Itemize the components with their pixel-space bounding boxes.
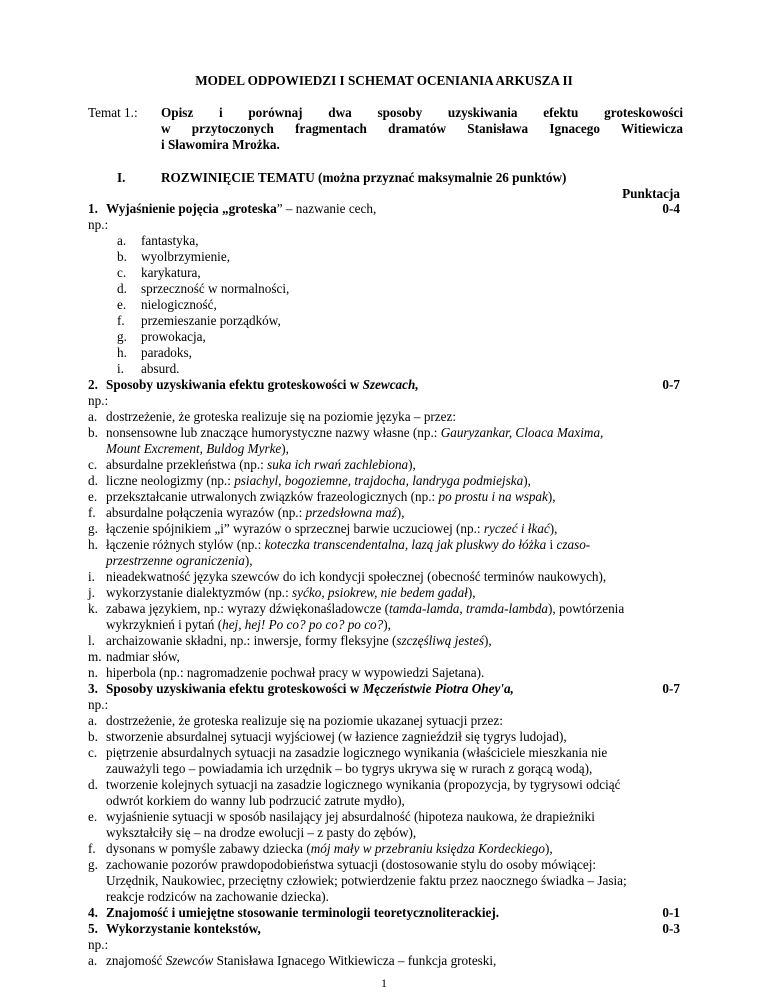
page-number: 1 — [381, 976, 387, 990]
list-label: g. — [88, 857, 98, 872]
item-number: 4. — [88, 905, 98, 920]
list-item: nadmiar słów, — [106, 649, 180, 664]
item-points: 0-1 — [662, 905, 680, 920]
list-label: g. — [88, 521, 98, 536]
list-item-continuation: odwrót korkiem do wanny lub podrzucić zatrute mydło), — [106, 793, 405, 808]
list-label: f. — [117, 313, 125, 328]
list-item-continuation: wykształciły się – na drodze ewolucji – z pasty do zębów), — [106, 825, 417, 840]
np-label: np.: — [88, 937, 109, 952]
list-label: f. — [88, 841, 96, 856]
list-item: wykorzystanie dialektyzmów (np.: syćko, psiokrew, nie bedem gadał), — [106, 585, 476, 600]
list-label: c. — [88, 745, 98, 760]
list-item: hiperbola (np.: nagromadzenie pochwał pracy w wypowiedzi Sajetana). — [106, 665, 485, 680]
list-item: stworzenie absurdalnej sytuacji wyjściowej (w łazience zagnieździł się tygrys ludojad), — [106, 729, 567, 744]
scoring-header: Punktacja — [622, 186, 680, 201]
list-label: d. — [88, 777, 98, 792]
list-item: absurd. — [141, 361, 180, 376]
item-points: 0-7 — [662, 377, 680, 392]
list-label: a. — [88, 409, 98, 424]
list-label: d. — [117, 281, 127, 296]
list-label: i. — [88, 569, 95, 584]
list-item: zabawa językiem, np.: wyrazy dźwiękonaśladowcze (tamda-lamda, tramda-lambda), powtórzenia — [106, 601, 625, 616]
list-item-continuation: przestrzenne ograniczenia), — [106, 553, 253, 568]
list-label: b. — [88, 425, 98, 440]
list-item-continuation: reakcje rodziców na zachowanie dziecka). — [106, 889, 329, 904]
list-label: a. — [88, 713, 98, 728]
list-label: h. — [117, 345, 127, 360]
np-label: np.: — [88, 393, 109, 408]
list-label: m. — [88, 649, 102, 664]
list-item: absurdalne przekleństwa (np.: suka ich rwań zachlebiona), — [106, 457, 416, 472]
list-item: wyjaśnienie sytuacji w sposób nasilający jej absurdalność (hipoteza naukowa, że drapieżniki — [106, 809, 595, 824]
list-item: sprzeczność w normalności, — [141, 281, 290, 296]
list-label: i. — [117, 361, 124, 376]
list-item: nielogiczność, — [141, 297, 217, 312]
list-label: n. — [88, 665, 98, 680]
item-heading: Wyjaśnienie pojęcia „groteska” – nazwanie cech, — [106, 201, 377, 216]
list-item-continuation: wykrzyknień i pytań (hej, hej! Po co? po co? po co?), — [106, 617, 391, 632]
list-label: g. — [117, 329, 127, 344]
list-item: nonsensowne lub znaczące humorystyczne nazwy własne (np.: Gauryzankar, Cloaca Maxima, — [106, 425, 604, 440]
list-item: tworzenie kolejnych sytuacji na zasadzie logicznego wynikania (propozycja, by tygrysowi odciąć — [106, 777, 621, 792]
list-item: przemieszanie porządków, — [141, 313, 281, 328]
list-label: k. — [88, 601, 98, 616]
list-label: c. — [117, 265, 127, 280]
list-item: fantastyka, — [141, 233, 199, 248]
list-item: wyolbrzymienie, — [141, 249, 230, 264]
list-label: h. — [88, 537, 98, 552]
list-item: dysonans w pomyśle zabawy dziecka (mój mały w przebraniu księdza Kordeckiego), — [106, 841, 553, 856]
list-item: piętrzenie absurdalnych sytuacji na zasadzie logicznego wynikania (właściciele mieszkania nie — [106, 745, 608, 760]
list-label: b. — [88, 729, 98, 744]
list-label: e. — [88, 809, 98, 824]
list-label: j. — [88, 585, 95, 600]
list-item: łączenie spójnikiem „i” wyrazów o sprzecznej barwie uczuciowej (np.: ryczeć i łkać), — [106, 521, 558, 536]
item-heading: Wykorzystanie kontekstów, — [106, 921, 261, 936]
topic-label: Temat 1.: — [88, 105, 138, 120]
np-label: np.: — [88, 697, 109, 712]
list-label: l. — [88, 633, 95, 648]
list-item: paradoks, — [141, 345, 192, 360]
list-item: prowokacja, — [141, 329, 206, 344]
item-heading: Sposoby uzyskiwania efektu groteskowości w Szewcach, — [106, 377, 419, 392]
list-item: absurdalne połączenia wyrazów (np.: przedsłowna maź), — [106, 505, 405, 520]
list-label: a. — [117, 233, 127, 248]
list-item: łączenie różnych stylów (np.: koteczka transcendentalna, lazą jak pluskwy do łóżka i czaso- — [106, 537, 591, 552]
np-label: np.: — [88, 217, 109, 232]
document-title: MODEL ODPOWIEDZI I SCHEMAT OCENIANIA ARKUSZA II — [195, 73, 573, 88]
list-item-continuation: Urzędnik, Naukowiec, przeciętny człowiek; potwierdzenie faktu przez naocznego świadka – Jasia; — [106, 873, 627, 888]
list-item: przekształcanie utrwalonych związków frazeologicznych (np.: po prostu i na wspak), — [106, 489, 556, 504]
section-roman: I. — [117, 170, 126, 185]
list-label: b. — [117, 249, 127, 264]
list-label: c. — [88, 457, 98, 472]
item-points: 0-7 — [662, 681, 680, 696]
list-label: e. — [88, 489, 98, 504]
list-item: liczne neologizmy (np.: psiachyl, bogoziemne, trajdocha, landryga podmiejska), — [106, 473, 531, 488]
list-item-continuation: zauważyli tego – powiadamia ich urzędnik – bo tygrys ukrywa się w rurach z gorącą wodą), — [106, 761, 593, 776]
list-label: a. — [88, 953, 98, 968]
item-number: 1. — [88, 201, 98, 216]
list-label: e. — [117, 297, 127, 312]
list-label: d. — [88, 473, 98, 488]
topic-line-1: Opisz i porównaj dwa sposoby uzyskiwania efektu groteskowości — [161, 105, 683, 120]
list-item: dostrzeżenie, że groteska realizuje się na poziomie ukazanej sytuacji przez: — [106, 713, 503, 728]
section-title: ROZWINIĘCIE TEMATU (można przyznać maksymalnie 26 punktów) — [161, 170, 567, 185]
topic-line-2: w przytoczonych fragmentach dramatów Stanisława Ignacego Witiewicza — [161, 121, 683, 136]
item-heading: Sposoby uzyskiwania efektu groteskowości w Męczeństwie Piotra Ohey'a, — [106, 681, 514, 696]
item-points: 0-3 — [662, 921, 680, 936]
list-item: zachowanie pozorów prawdopodobieństwa sytuacji (dostosowanie stylu do osoby mówiącej: — [106, 857, 597, 872]
list-item: nieadekwatność języka szewców do ich kondycji społecznej (obecność terminów naukowych), — [106, 569, 607, 584]
list-item: karykatura, — [141, 265, 201, 280]
item-points: 0-4 — [662, 201, 680, 216]
list-item: znajomość Szewców Stanisława Ignacego Witkiewicza – funkcja groteski, — [106, 953, 497, 968]
item-heading: Znajomość i umiejętne stosowanie terminologii teoretycznoliterackiej. — [106, 905, 500, 920]
list-item: archaizowanie składni, np.: inwersje, formy fleksyjne (szczęśliwą jesteś), — [106, 633, 492, 648]
list-label: f. — [88, 505, 96, 520]
item-number: 2. — [88, 377, 98, 392]
list-item: dostrzeżenie, że groteska realizuje się na poziomie języka – przez: — [106, 409, 457, 424]
item-number: 5. — [88, 921, 98, 936]
topic-line-3: i Sławomira Mrożka. — [161, 137, 280, 152]
item-number: 3. — [88, 681, 98, 696]
list-item-continuation: Mount Excrement, Buldog Myrke), — [106, 441, 289, 456]
